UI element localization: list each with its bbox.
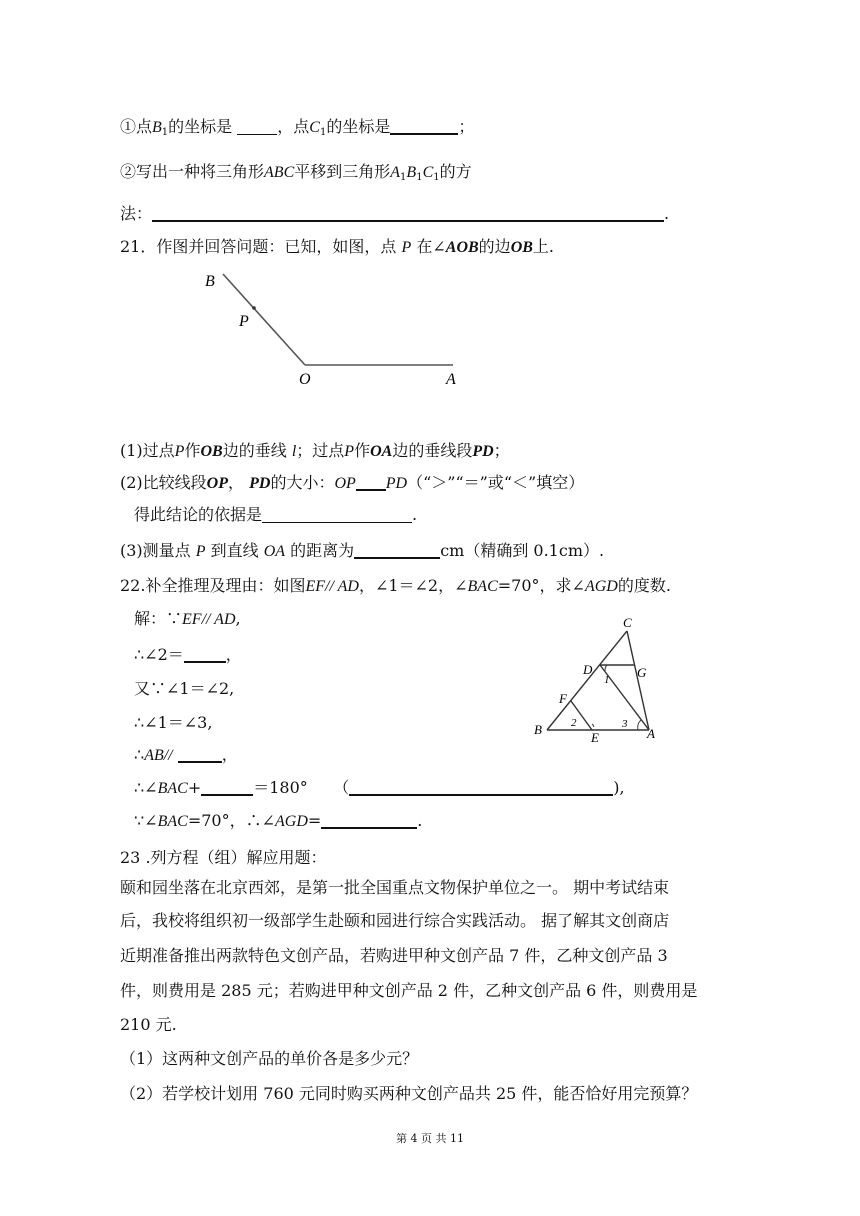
- q23-question-2: （2）若学校计划用 760 元同时购买两种文创产品共 25 件，能否恰好用完预算？: [120, 1084, 698, 1103]
- answer-blank[interactable]: [152, 204, 664, 222]
- q22-step1: 解：∵EF// AD,: [134, 609, 241, 628]
- label-b: B: [205, 273, 215, 290]
- label-a: A: [647, 726, 655, 741]
- label-c: C: [623, 615, 632, 630]
- q23-title: 23 .列方程（组）解应用题：: [120, 848, 327, 867]
- answer-blank[interactable]: [354, 541, 440, 559]
- label-o: O: [299, 371, 311, 388]
- label-g: G: [637, 665, 647, 680]
- q21-basis: 得此结论的依据是 .: [134, 505, 418, 524]
- angle-2-label: 2: [571, 717, 577, 729]
- q21-sub2: (2)比较线段OP， PD的大小：OP PD（“＞”“＝”或“＜”填空）: [120, 473, 585, 492]
- angle-aob-figure: [195, 262, 475, 392]
- angle-1-label: 1: [604, 674, 610, 686]
- label-b: B: [534, 722, 542, 737]
- q23-paragraph-line: 后，我校将组织初一级部学生赴颐和园进行综合实践活动。 据了解其文创商店: [120, 911, 670, 930]
- answer-blank[interactable]: [262, 506, 412, 523]
- label-p: P: [239, 313, 249, 330]
- q23-paragraph-line: 颐和园坐落在北京西郊，是第一批全国重点文物保护单位之一。 期中考试结束: [120, 878, 670, 897]
- answer-blank[interactable]: [390, 117, 458, 135]
- label-a: A: [446, 371, 456, 388]
- answer-blank[interactable]: [201, 778, 253, 796]
- q20-line3: 法： .: [120, 204, 670, 223]
- q21-title: 21．作图并回答问题：已知，如图，点 P 在∠AOB的边OB上.: [120, 237, 555, 256]
- answer-blank[interactable]: [349, 778, 613, 796]
- q22-step2: ∴∠2＝ ，: [134, 645, 242, 664]
- page-footer: 第 4 页 共 11: [396, 1132, 464, 1145]
- triangle-abc-figure: [528, 614, 668, 744]
- q23-paragraph-line: 件，则费用是 285 元；若购进甲种文创产品 2 件，乙种文创产品 6 件，则费用是: [120, 981, 698, 1000]
- label-f: F: [559, 691, 567, 706]
- answer-blank[interactable]: [321, 811, 417, 829]
- answer-blank[interactable]: [237, 118, 277, 135]
- q22-title: 22.补全推理及理由：如图EF// AD，∠1＝∠2，∠BAC=70°，求∠AGD的度数.: [120, 576, 671, 595]
- answer-blank[interactable]: [184, 645, 226, 663]
- q23-question-1: （1）这两种文创产品的单价各是多少元？: [120, 1049, 419, 1068]
- q21-sub1: (1)过点P作OB边的垂线 l；过点P作OA边的垂线段PD；: [120, 441, 510, 460]
- q22-step3: 又∵∠1＝∠2,: [134, 679, 235, 698]
- label-e: E: [591, 730, 599, 744]
- answer-blank[interactable]: [356, 473, 386, 491]
- label-d: D: [583, 662, 593, 677]
- q22-step7: ∵∠BAC=70°，∴∠AGD= .: [134, 811, 423, 830]
- q20-line2: ②写出一种将三角形ABC平移到三角形$A_1B_1C_1$的方: [120, 162, 472, 183]
- q22-step4: ∴∠1＝∠3,: [134, 713, 213, 732]
- q22-step5: ∴AB// ，: [134, 745, 238, 764]
- q22-step6: ∴∠BAC+ ＝180° （ ),: [134, 778, 625, 797]
- angle-3-label: 3: [622, 718, 628, 730]
- q23-paragraph-line: 210 元.: [120, 1015, 177, 1034]
- q23-paragraph-line: 近期准备推出两款特色文创产品，若购进甲种文创产品 7 件，乙种文创产品 3: [120, 946, 668, 965]
- q20-line1: ①点$B_1$的坐标是 ，点$C_1$的坐标是 ；: [120, 117, 475, 138]
- q21-sub3: (3)测量点 P 到直线 OA 的距离为 cm（精确到 0.1cm）.: [120, 541, 605, 560]
- answer-blank[interactable]: [178, 745, 222, 763]
